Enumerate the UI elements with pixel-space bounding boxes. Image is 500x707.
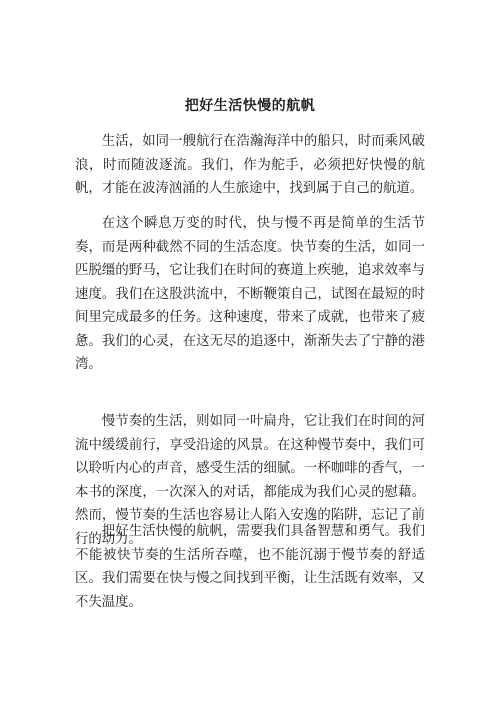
paragraph-4: 把好生活快慢的航帆，需要我们具备智慧和勇气。我们不能被快节奏的生活所吞噬，也不能沉溺于慢节奏的舒适区。我们需要在快与慢之间找到平衡，让生活既有效率，又不失温度。 (75, 524, 425, 610)
paragraph-2: 在这个瞬息万变的时代，快与慢不再是简单的生活节奏，而是两种截然不同的生活态度。快节奏的生活，如同一匹脱缰的野马，它让我们在时间的赛道上疾驰，追求效率与速度。我们在这股洪流中，不断鞭策自己，试图在最短的时间里完成最多的任务。这种速度，带来了成就，也带来了疲惫。我们的心灵，在这无尽的追逐中，渐渐失去了宁静的港湾。 (75, 216, 425, 372)
paragraph-1: 生活，如同一艘航行在浩瀚海洋中的船只，时而乘风破浪，时而随波逐流。我们，作为舵手，必须把好快慢的航帆，才能在波涛汹涌的人生旅途中，找到属于自己的航道。 (75, 134, 425, 196)
document-title: 把好生活快慢的航帆 (184, 98, 316, 114)
paragraph-3: 慢节奏的生活，则如同一叶扁舟，它让我们在时间的河流中缓缓前行，享受沿途的风景。在这种慢节奏中，我们可以聆听内心的声音，感受生活的细腻。一杯咖啡的香气，一本书的深度，一次深入的对话，都能成为我们心灵的慰藉。然而，慢节奏的生活也容易让人陷入安逸的陷阱，忘记了前行的动力。 (75, 414, 425, 547)
